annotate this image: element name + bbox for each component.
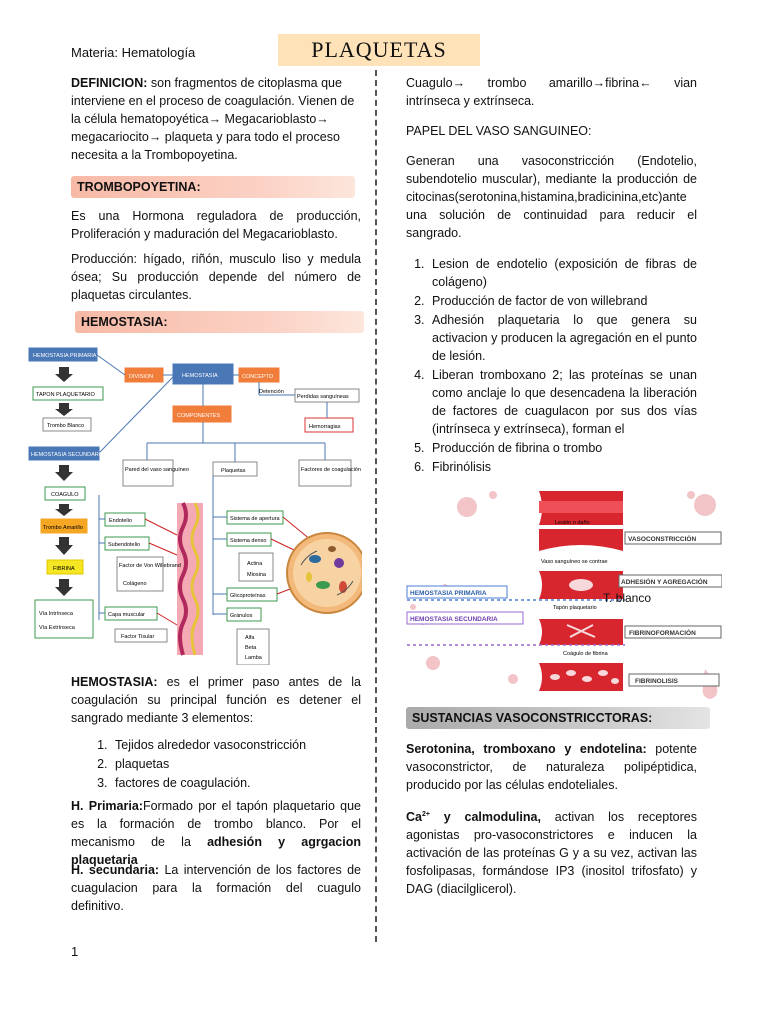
page-number: 1 <box>71 944 79 959</box>
dl-actina: Actina <box>247 561 263 567</box>
secundaria-label: H. secundaria: <box>71 863 160 877</box>
serotonina-label: Serotonina, tromboxano y endotelina: <box>406 742 647 756</box>
trombopoyetina-paragraph-2 <box>71 250 361 304</box>
dl-beta: Beta <box>245 645 257 651</box>
dl-fvw: Factor de Von Willebrand <box>119 563 181 569</box>
list-item: 5. Producción de fibrina o trombo <box>428 439 697 457</box>
dl-via-int: Vía Intrínseca <box>39 611 73 617</box>
list-item: 3. factores de coagulación. <box>111 774 361 792</box>
dl-concepto: CONCEPTO <box>242 374 274 380</box>
calcio-sup: 2+ <box>421 811 430 818</box>
dl-via-ext: Vía Extrínseca <box>39 625 75 631</box>
hemostasia-heading: HEMOSTASIA: <box>75 311 364 333</box>
list-item: 2. plaquetas <box>111 755 361 773</box>
ri-hp: HEMOSTASIA PRIMARIA <box>410 590 487 597</box>
dl-sistema-ap: Sistema de apertura <box>230 516 280 522</box>
vias-box <box>35 600 93 638</box>
trombopoyetina-heading: TROMBOPOYETINA: <box>71 176 355 198</box>
trombopoyetina-heading-wrap <box>71 176 361 198</box>
definition-paragraph <box>71 74 361 164</box>
dl-hs: HEMOSTASIA SECUNDARIA <box>31 452 104 458</box>
secundaria-paragraph <box>71 861 361 915</box>
calcio-label: Ca <box>406 810 422 825</box>
dl-alfa: Alfa <box>245 635 255 641</box>
ri-vaso-contrae: Vaso sanguíneo se contrae <box>541 559 608 565</box>
ri-fibrinof: FIBRINOFORMACIÓN <box>629 630 696 637</box>
vasoconstrictoras-heading: SUSTANCIAS VASOCONSTRICCTORAS: <box>406 707 710 729</box>
serotonina-text: potente vasoconstrictor, de naturaleza polipéptidica, producido por las células endoteliales. <box>406 742 697 792</box>
vaso-heading-wrap <box>406 707 697 729</box>
dl-subendotelio: Subendotelio <box>108 542 141 548</box>
pared-box <box>123 460 173 486</box>
column-divider <box>375 70 377 942</box>
primaria-label: H. Primaria: <box>71 799 143 813</box>
hemostasia-text: es el primer paso antes de la coagulación su principal función es detener el sangrado mediante 3 elementos: <box>71 675 361 725</box>
dl-trombo-blanco: Trombo Blanco <box>47 423 85 429</box>
dl-colageno: Colágeno <box>123 581 147 587</box>
papel-heading: PAPEL DEL VASO SANGUINEO: <box>406 124 592 138</box>
dl-capa: Capa muscular <box>108 612 145 618</box>
trombopoyetina-text-2: Producción: hígado, riñón, musculo liso y medula ósea; Su producción depende del número de plaquetas circulantes. <box>71 252 361 302</box>
ri-adhesion: ADHESIÓN Y AGREGACIÓN <box>621 579 708 586</box>
hemostasia-label: HEMOSTASIA: <box>71 675 158 689</box>
dl-granulos: Gránulos <box>230 613 253 619</box>
calcio-text: activan los receptores agonistas pro-vasoconstrictores e inducen la activación de las proteínas G y a su vez, activan las fosfolipasas, formándose IP3 (inositol trifosfato) y DAG (diacilglicerol). <box>406 810 697 897</box>
page-title: PLAQUETAS <box>278 34 480 66</box>
ri-tblanco: T. blanco <box>603 591 652 605</box>
coagulo-paragraph <box>406 74 697 110</box>
factores-box <box>299 460 351 486</box>
papel-paragraph <box>406 152 697 242</box>
papel-text: Generan una vasoconstricción (Endotelio, subendotelio muscular), mediante la producción de citocinas(serotonina,histamina,bradicinina,etc)ante una solución de continuidad para reducir el sangrado. <box>406 154 697 240</box>
list-item: 4. Liberan tromboxano 2; las proteínas se unan como anclaje lo que desencadena la liberación de factores de cuagulacon por sus dos vías (intrínseca y extrínseca), forman el <box>428 366 697 438</box>
subject-label: Materia: Hematología <box>71 45 196 60</box>
secundaria-text: La intervención de los factores de cuagulacion para la formación del cuagulo definitivo. <box>71 863 361 913</box>
dl-hemostasia: HEMOSTASIA <box>182 373 218 379</box>
dl-tisular: Factor Tisular <box>121 634 155 640</box>
ri-vasocon: VASOCONSTRICCIÓN <box>628 536 697 543</box>
coagulo-text: Cuagulo→ trombo amarillo→fibrina← vian intrínseca y extrínseca. <box>406 76 697 108</box>
ri-coagulo: Coágulo de fibrina <box>563 651 608 657</box>
ri-lesion: Lesión o daño <box>555 520 590 526</box>
hemostasia-illustration <box>405 487 722 705</box>
hemostasia-diagram <box>27 345 362 665</box>
calcio-paragraph <box>406 806 697 898</box>
ri-fibrinolisis: FIBRINOLISIS <box>635 678 678 685</box>
dl-tapon: TAPON PLAQUETARIO <box>36 392 95 398</box>
dl-lamba: Lamba <box>245 655 262 661</box>
dl-miosina: Miosina <box>247 572 266 578</box>
dl-componentes: COMPONENTES <box>177 413 221 419</box>
definition-text: son fragmentos de citoplasma que interviene en el proceso de coagulación. Vienen de la célula hematopoyética→ Megacarioblasto→ megacariocito→ plaqueta y para todo el proceso necesita a la Trombopoyetina. <box>71 76 355 162</box>
dl-hp: HEMOSTASIA PRIMARIA <box>33 353 97 359</box>
dl-detencion: Detención <box>259 389 284 395</box>
steps-list <box>406 255 697 477</box>
hemostasia-heading-wrap <box>75 311 364 333</box>
ri-tapon: Tapón plaquetario <box>553 605 597 611</box>
trombopoyetina-text-1: Es una Hormona reguladora de producción, Proliferación y maduración del Megacarioblasto. <box>71 209 361 241</box>
primaria-text: Formado por el tapón plaquetario que es la formación de trombo blanco. Por el mecanismo de la <box>71 799 362 849</box>
dl-trombo-amarillo: Trombo Amarillo <box>43 525 83 531</box>
list-item: 6. Fibrinólisis <box>428 458 697 476</box>
hemostasia-paragraph <box>71 673 361 727</box>
serotonina-paragraph <box>406 740 697 794</box>
primaria-paragraph <box>71 797 361 869</box>
dl-pared: Pared del vaso sanguíneo <box>125 467 189 473</box>
dl-factores: Factores de coagulación <box>301 467 361 473</box>
hemostasia-list <box>89 736 361 793</box>
calcio-label-2: y calmodulina, <box>429 810 541 825</box>
list-item: 1. Lesion de endotelio (exposición de fibras de colágeno) <box>428 255 697 291</box>
trombopoyetina-paragraph-1 <box>71 207 361 243</box>
dl-gluco: Glicoproteínas <box>230 593 266 599</box>
ri-hs: HEMOSTASIA SECUNDARIA <box>410 616 498 623</box>
list-item: 3. Adhesión plaquetaria lo que genera su activacion y producen la agregación en el punto de lesión. <box>428 311 697 365</box>
list-item: 2. Producción de factor de von willebrand <box>428 292 697 310</box>
definition-label: DEFINICION: <box>71 76 148 90</box>
dl-fibrina: FIBRINA <box>53 566 75 572</box>
list-item: 1. Tejidos alrededor vasoconstricción <box>111 736 361 754</box>
dl-endotelio: Endotelio <box>109 518 132 524</box>
dl-plaquetas: Plaquetas <box>221 468 246 474</box>
dl-division: DIVISION <box>129 374 154 380</box>
dl-coagulo: COAGULO <box>51 492 79 498</box>
dl-sistema-den: Sistema denso <box>230 538 267 544</box>
dl-perdidas: Perdidas sanguíneas <box>297 394 349 400</box>
primaria-bold: adhesión y agrgacion plaquetaria <box>71 835 361 867</box>
dl-hemorragias: Hemorragias <box>309 424 341 430</box>
